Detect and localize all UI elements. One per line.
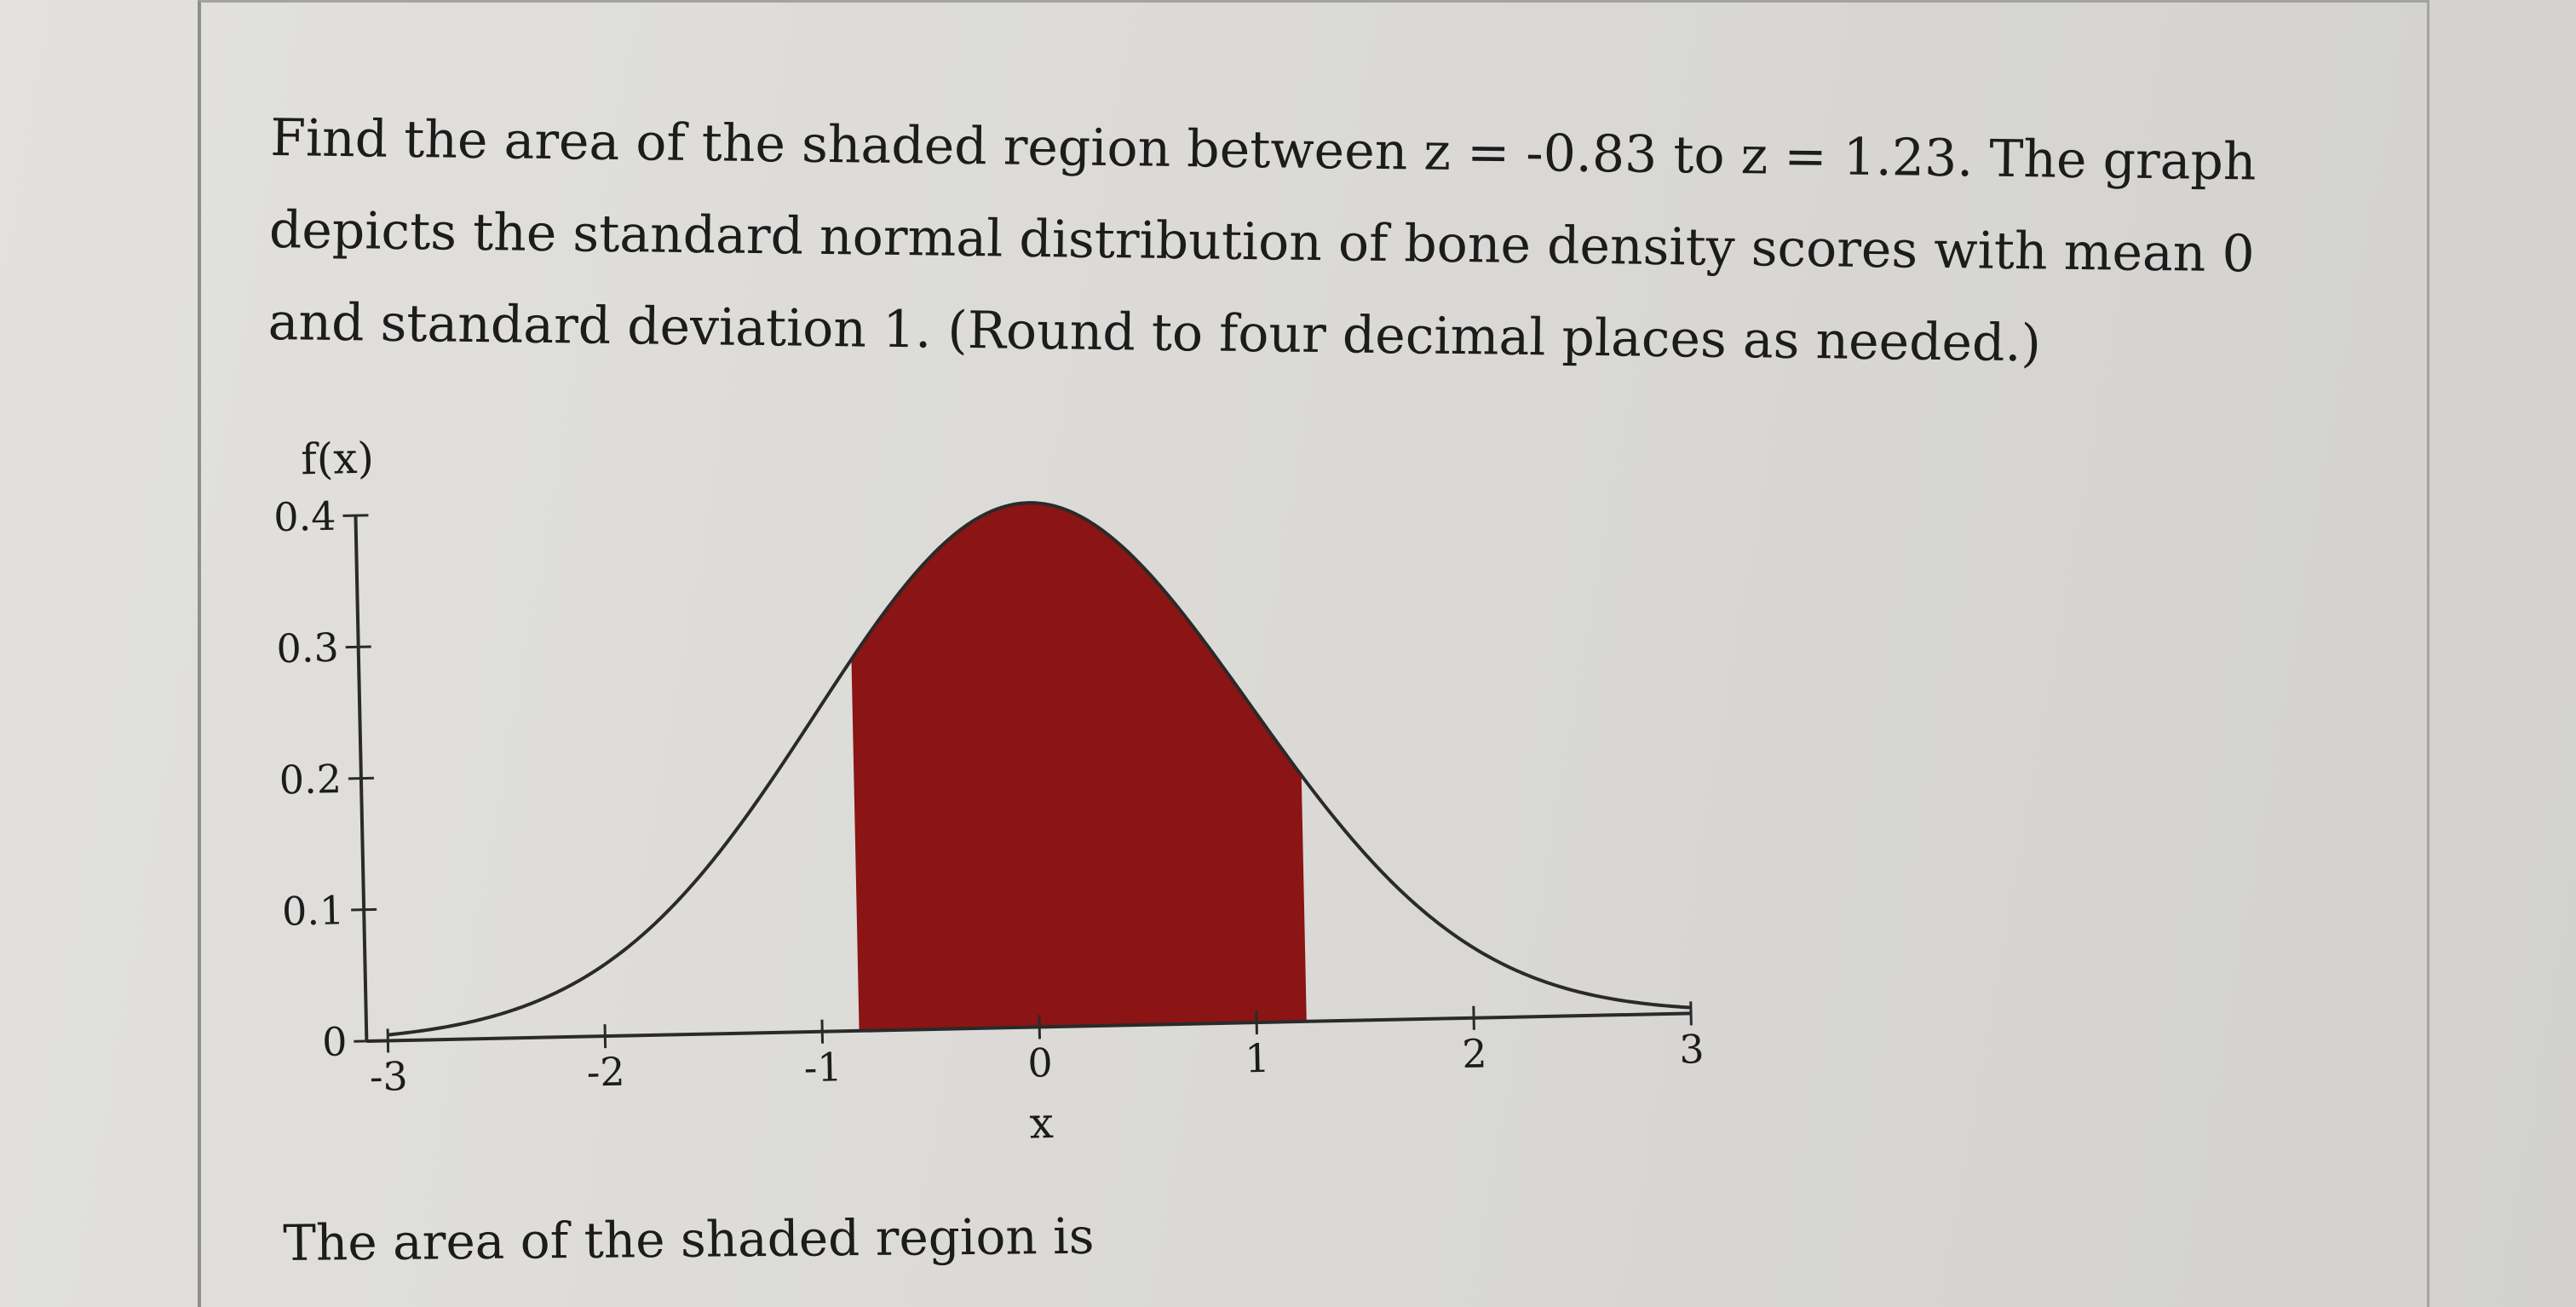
y-tick-label: 0.3 bbox=[275, 624, 340, 672]
x-tick bbox=[1691, 1001, 1692, 1025]
x-tick-label: 3 bbox=[1678, 1026, 1705, 1073]
y-tick bbox=[351, 909, 377, 910]
x-tick bbox=[605, 1024, 606, 1048]
x-tick-label: 0 bbox=[1026, 1039, 1054, 1086]
y-tick-label: 0.1 bbox=[281, 887, 345, 935]
y-tick bbox=[342, 515, 368, 516]
x-tick bbox=[822, 1020, 823, 1044]
y-tick bbox=[348, 778, 374, 779]
x-tick bbox=[1039, 1015, 1040, 1039]
y-tick-label: 0.4 bbox=[273, 492, 337, 541]
x-tick-label: -2 bbox=[586, 1048, 626, 1096]
answer-prompt: The area of the shaded region is bbox=[283, 1206, 1095, 1272]
x-tick-label: -3 bbox=[369, 1052, 409, 1100]
x-axis-label: x bbox=[1028, 1098, 1055, 1149]
x-tick bbox=[1474, 1006, 1475, 1030]
y-tick-label: 0.2 bbox=[279, 756, 342, 803]
x-tick-label: -1 bbox=[803, 1044, 843, 1091]
y-tick-label: 0 bbox=[321, 1018, 348, 1066]
shaded-region bbox=[848, 498, 1307, 1031]
x-tick-label: 2 bbox=[1461, 1030, 1488, 1078]
x-tick bbox=[1256, 1010, 1257, 1034]
question-text: Find the area of the shaded region between z = -0.83 to z = 1.23. The graph depicts the standard normal distribution of bone density scores with mean 0 and standard deviation 1. (Round to four decimal places as needed.) bbox=[267, 107, 2257, 374]
x-tick-label: 1 bbox=[1244, 1034, 1271, 1082]
y-axis-label: f(x) bbox=[300, 433, 375, 485]
y-tick bbox=[354, 1041, 379, 1042]
y-tick bbox=[346, 647, 371, 648]
